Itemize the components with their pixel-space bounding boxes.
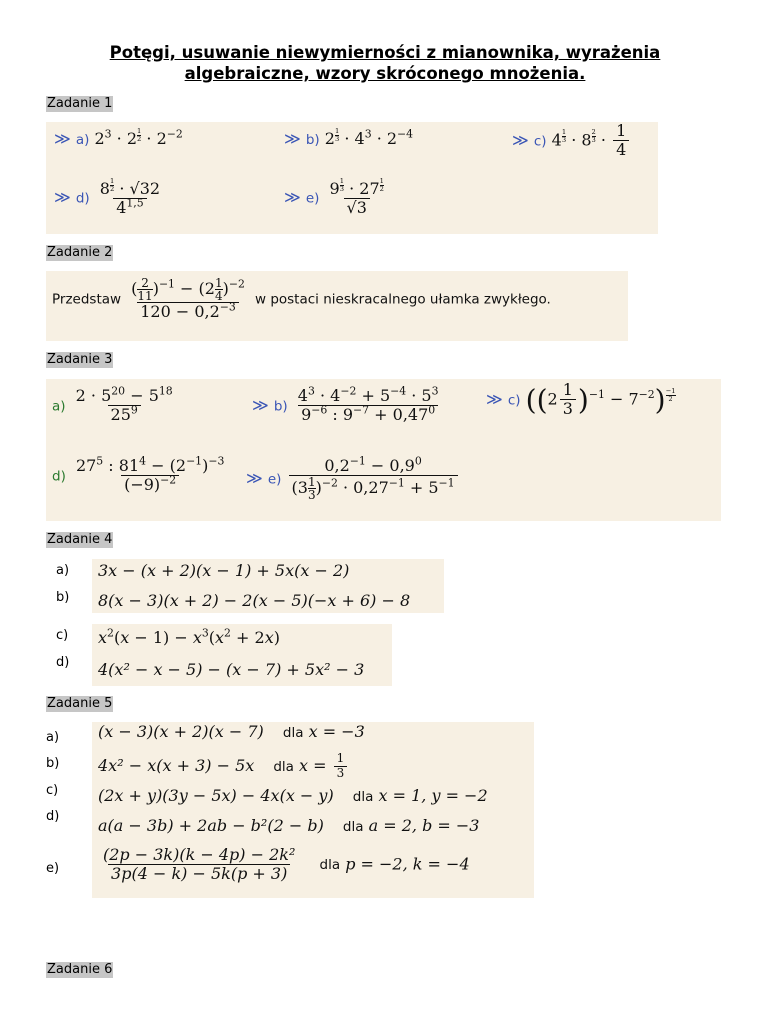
item-label: a) <box>52 398 66 415</box>
section-heading-4: Zadanie 4 <box>47 532 113 547</box>
item-label: d) <box>75 190 90 207</box>
dla-label: dla <box>319 857 341 874</box>
arrow-icon: ≫ <box>54 128 71 148</box>
task-5a <box>98 722 365 741</box>
task-5b: 4x² − x(x + 3) − 5x dla x = $\frac{1}{3}$ <box>98 752 349 781</box>
task-5c-expression: (2x + y)(3y − 5x) − 4x(x − y) <box>98 786 334 805</box>
task-3c: ≫ c) ((2 $\frac{1}{3}$ )$^{-1} - 7^{-2}$) $^{\frac{-1}{2}}$ <box>486 380 676 419</box>
task-3-box <box>46 379 721 521</box>
page-title: Potęgi, usuwanie niewymierności z mianownika, wyrażenia algebraiczne, wzory skróconego mnożenia. <box>109 43 661 83</box>
item-label: b) <box>273 398 288 415</box>
dla-label: dla <box>352 789 374 805</box>
task-4cd-box <box>92 624 392 686</box>
section-heading-6: Zadanie 6 <box>47 962 113 977</box>
task-2-intro: Przedstaw <box>52 291 122 308</box>
task-4c: $x^2(x - 1) - x^3(x^2 + 2x)$ <box>98 626 281 647</box>
task-2-instruction: w postaci nieskracalnego ułamka zwykłego. <box>254 291 551 308</box>
task-5d <box>98 816 479 835</box>
dla-label: dla <box>282 725 304 741</box>
task-1d: ≫ d) 8 $^{\frac{1}{2}}$ · √32 4$^{1,5}$ <box>54 177 161 218</box>
task-4b: 8(x − 3)(x + 2) − 2(x − 5)(−x + 6) − 8 <box>98 591 411 610</box>
section-heading-5: Zadanie 5 <box>47 696 113 711</box>
task-5e-denominator: 3p(4 − k) − 5k(p + 3) <box>111 864 288 884</box>
item-label: a) <box>46 730 60 745</box>
item-label: b) <box>56 590 70 605</box>
item-label: e) <box>46 861 60 876</box>
task-5c <box>98 786 488 805</box>
task-3b: ≫ b) $\frac{4^3 \cdot 4^{-2} + 5^{-4} \cdot 5^3}{9^{-6} : 9^{-7} + 0,47^0}$ <box>252 384 439 425</box>
task-1e: ≫ e) 9 $^{\frac{1}{3}}$ · 27 $^{\frac{1}{2}}$ √3 <box>284 177 384 218</box>
task-5a-expression: (x − 3)(x + 2)(x − 7) <box>98 722 264 741</box>
task-5e-condition: p = −2, k = −4 <box>345 854 470 874</box>
task-5e-numerator: (2p − 3k)(k − 4p) − 2k² <box>103 845 296 864</box>
task-4a: 3x − (x + 2)(x − 1) + 5x(x − 2) <box>98 561 350 580</box>
item-label: e) <box>267 471 282 488</box>
task-5a-condition: x = −3 <box>308 722 365 741</box>
item-label: a) <box>75 131 90 148</box>
task-3d: d) $\frac{27^5 : 81^4 - (2^{-1})^{-3}}{(-9)^{-2}}$ <box>52 454 225 495</box>
item-label: c) <box>507 392 521 409</box>
item-label: d) <box>46 809 60 824</box>
section-heading-1: Zadanie 1 <box>47 96 113 111</box>
item-label: e) <box>305 190 320 207</box>
task-5e <box>98 846 470 884</box>
item-label: c) <box>533 133 547 150</box>
item-label: b) <box>46 756 60 771</box>
task-4d: 4(x² − x − 5) − (x − 7) + 5x² − 3 <box>98 660 365 679</box>
item-label: c) <box>46 783 59 798</box>
dla-label: dla <box>342 819 364 835</box>
arrow-icon: ≫ <box>246 468 263 488</box>
task-5b-expression: 4x² − x(x + 3) − 5x <box>98 755 255 775</box>
item-label: d) <box>56 655 70 670</box>
task-2-expression: Przedstaw ( $\frac{2}{11}$ )$^{-1}$ − (2 $\frac{1}{4}$ )$^{-2}$ $120 - 0,2^{-3}$ w postaci nieskracalnego ułamka zwykłego. <box>52 276 551 321</box>
arrow-icon: ≫ <box>284 128 301 148</box>
arrow-icon: ≫ <box>512 130 529 150</box>
task-5d-condition: a = 2, b = −3 <box>368 816 480 835</box>
item-label: a) <box>56 563 70 578</box>
section-heading-3: Zadanie 3 <box>47 352 113 367</box>
dla-label: dla <box>273 758 294 775</box>
task-1b: ≫ b) 2 $^{\frac{1}{3}}$ · $4^3 \cdot 2^{-4}$ <box>284 127 414 148</box>
task-5c-condition: x = 1, y = −2 <box>378 786 488 805</box>
item-label: c) <box>56 628 69 643</box>
arrow-icon: ≫ <box>284 187 301 207</box>
item-label: b) <box>305 131 320 148</box>
task-2-box <box>46 271 628 341</box>
task-4ab-box <box>92 559 444 613</box>
task-1-box <box>46 122 658 234</box>
task-1c: ≫ c) 4 $^{\frac{1}{3}}$ · 8 $^{\frac{2}{3}}$ · $\frac{1}{4}$ <box>512 122 631 160</box>
task-3a: a) $\frac{2 \cdot 5^{20} - 5^{18}}{25^9}$ <box>52 384 173 425</box>
task-5d-expression: a(a − 3b) + 2ab − b²(2 − b) <box>98 816 324 835</box>
arrow-icon: ≫ <box>252 395 269 415</box>
section-heading-2: Zadanie 2 <box>47 245 113 260</box>
arrow-icon: ≫ <box>54 187 71 207</box>
task-3e: ≫ e) $0,2^{-1} - 0,9^0$ (3 $\frac{1}{3}$ )$^{-2} \cdot 0,27^{-1} + 5^{-1}$ <box>246 457 460 501</box>
task-5-box <box>92 722 534 898</box>
item-label: d) <box>52 468 66 485</box>
arrow-icon: ≫ <box>486 389 503 409</box>
task-1a: ≫ a) $2^3 \cdot 2$ $^{\frac{1}{2}}$ · $2^{-2}$ <box>54 127 183 148</box>
